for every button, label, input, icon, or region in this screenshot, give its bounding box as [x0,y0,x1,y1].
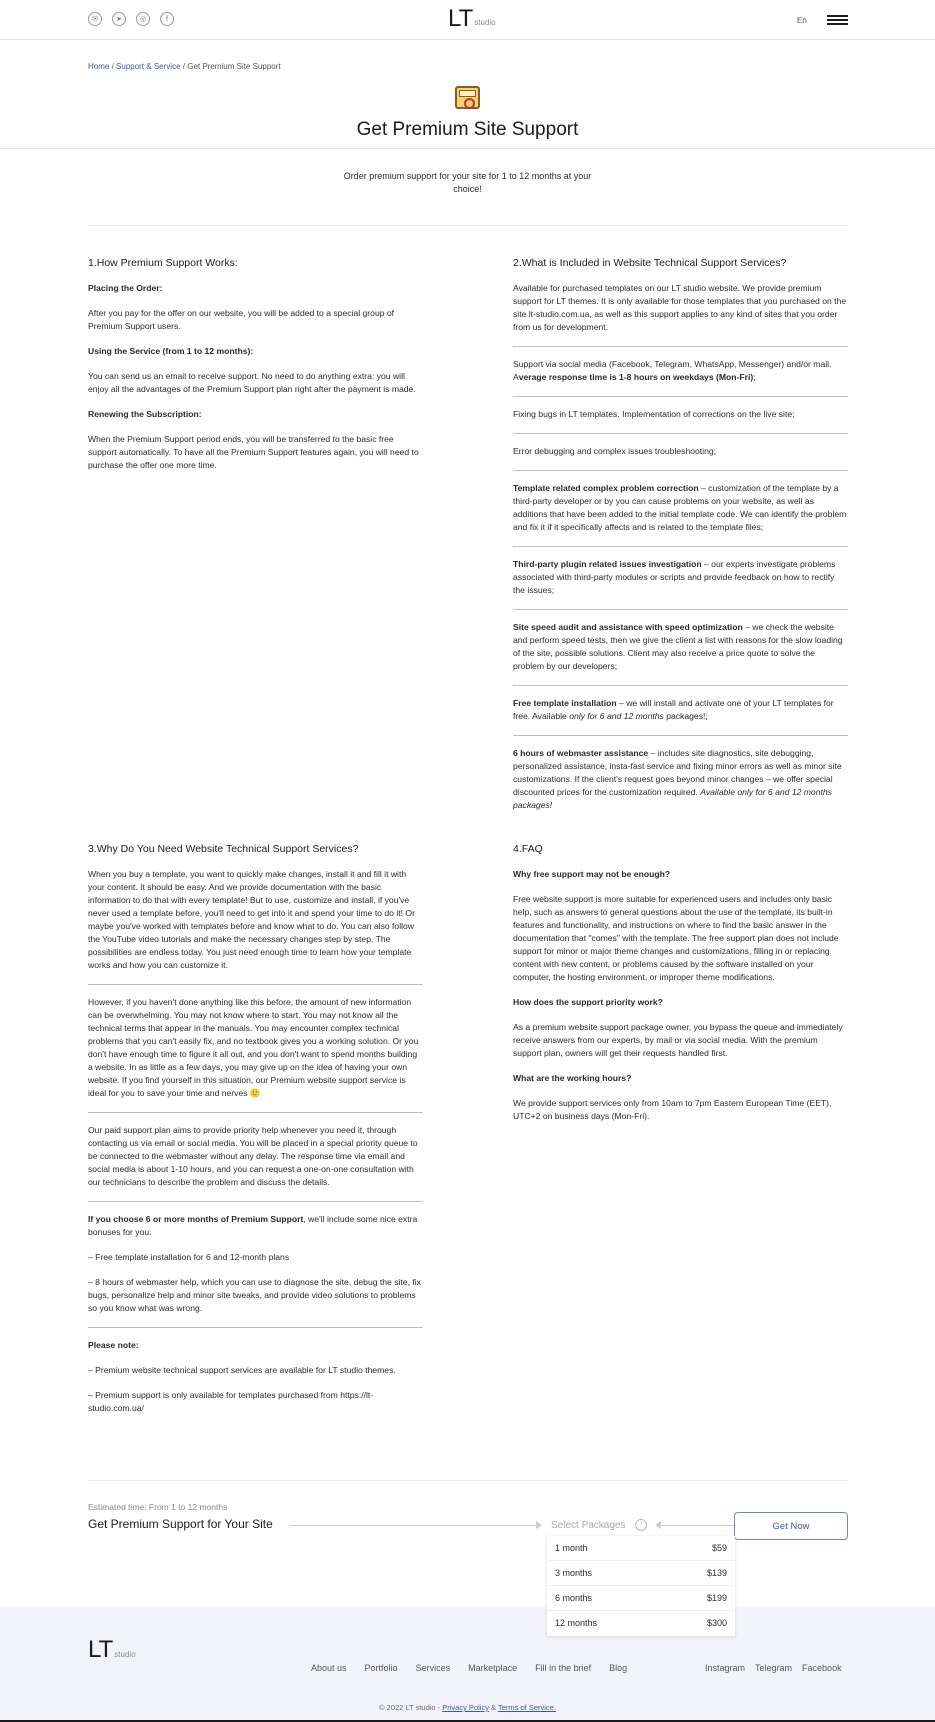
footer-link-telegram[interactable]: Telegram [755,1663,793,1673]
logo-sub: studio [474,18,496,27]
subheading: Using the Service (from 1 to 12 months): [88,346,254,356]
package-price: $59 [711,1542,727,1553]
item-text: , we'll include some nice extra bonuses for you: [88,1214,418,1237]
privacy-policy-link[interactable]: Privacy Policy [442,1703,489,1712]
paragraph: You can send us an email to receive support. No need to do anything extra: you will enjoy all the advantages of the Premium Support plan right after the payment is made. [88,371,416,394]
section-title: 2.What is Included in Website Technical Support Services? [513,257,787,269]
footer-link-blog[interactable]: Blog [609,1663,628,1673]
item-bold: verage response time is 1-8 hours on weekdays (Mon-Fri) [518,372,754,382]
list-item [513,735,848,812]
copyright-text: © 2022 LT studio - [379,1703,443,1712]
section-title: 1.How Premium Support Works: [88,257,238,269]
subheading: Renewing the Subscription: [88,409,202,419]
section-how-it-works [88,256,423,484]
breadcrumb [88,60,281,73]
item-text: Support via social media (Facebook, Telegram, WhatsApp, Messenger) and/or mail. A [513,359,832,382]
item-text: – we will install and activate one of your LT templates for free. Available [513,698,834,721]
arrow-right-icon [536,1521,542,1529]
logo-main: LT [88,1636,113,1663]
copyright [0,1701,935,1714]
faq-answer: We provide support services only from 10am to 7pm Eastern European Time (EET), UTC+2 on business days (Mon-Fri). [513,1098,832,1121]
breadcrumb-separator: / [182,62,185,71]
header-social-links [88,12,174,26]
list-item [513,396,848,421]
package-period: 1 month [555,1542,588,1553]
subheading: Placing the Order: [88,283,163,293]
packages-list [547,1536,735,1636]
get-now-button[interactable]: Get Now [734,1512,848,1540]
paragraph: Available for purchased templates on our LT studio website. We provide premium support for LT themes. It is only available for those templates that you purchased on the site lt-studio.com.ua, as well as this support applies to any kind of sites that you order from us for development. [513,283,847,332]
package-option[interactable] [547,1536,735,1561]
footer-link-portfolio[interactable]: Portfolio [364,1663,398,1673]
arrow-up-circle-icon[interactable]: ↑ [635,1519,647,1531]
language-switcher[interactable]: En [797,16,807,25]
faq-question: How does the support priority work? [513,997,663,1007]
footer-link-instagram[interactable]: Instagram [705,1663,746,1673]
item-text: – we check the website and perform speed tests, then we give the client a list with reasons for the slow loading of the site, possible solutions. Client may also receive a price quote to solve the problem by our developers; [513,622,843,671]
section-faq [513,842,848,1135]
footer-logo[interactable] [88,1637,136,1663]
packages-title: Get Premium Support for Your Site [88,1517,273,1531]
select-packages-dropdown[interactable]: Select Packages [551,1520,626,1531]
paragraph: – 8 hours of webmaster help, which you can use to diagnose the site, debug the site, fix bugs, personalize help and minor site tweaks, and provide video solutions to problems so you know what was wrong. [88,1277,421,1313]
faq-answer: Free website support is more suitable for experienced users and includes only basic help, such as answers to general questions about the use of the template, its built-in features and functionality, and instructions on where to find the basic answer in the documentation that "comes" with the template. The free support plan does not include support for minor or major theme changes and customizations, filling in or replacing content with new content, or problems caused by the software installed on your computer, the hosting environment, or improper theme modifications. [513,894,839,982]
telegram-icon[interactable]: ➤ [112,12,126,26]
divider [88,225,848,226]
paragraph: Our paid support plan aims to provide priority help whenever you need it, through contacting us via email or social media. You will be placed in a special priority queue to be connected to the webmaster without any delay. The response time via email and social media is about 1-10 hours, and you can request a one-on-one consultation with our technicians to describe the problem and discuss the details. [88,1125,418,1187]
package-period: 6 months [555,1592,593,1603]
paragraph: After you pay for the offer on our website, you will be added to a special group of Premium Support users. [88,308,395,331]
item-bold: Site speed audit and assistance with speed optimization [513,622,743,632]
breadcrumb-support-service[interactable]: Support & Service [116,62,181,71]
faq-question: What are the working hours? [513,1073,632,1083]
breadcrumb-current: Get Premium Site Support [187,62,281,71]
list-item [513,609,848,673]
footer-link-services[interactable]: Services [415,1663,451,1673]
page-lead: Order premium support for your site for 1 to 12 months at your choice! [343,171,592,194]
logo-sub: studio [114,1650,136,1659]
section-why-need [88,842,423,1427]
footer-nav [311,1662,627,1675]
item-text: packages!; [663,711,708,721]
paragraph: – Premium website technical support services are available for LT studio themes. [88,1365,396,1375]
divider [88,1480,848,1481]
item-bold: 6 hours of webmaster assistance [513,748,649,758]
site-logo[interactable] [448,6,496,32]
site-header [0,0,935,40]
connector-line [290,1525,540,1526]
facebook-icon[interactable]: f [160,12,174,26]
item-bold: If you choose 6 or more months of Premium Support [88,1214,304,1224]
item-text: Fixing bugs in LT templates. Implementation of corrections on the live site; [513,409,795,419]
list-item [513,470,848,534]
list-item [513,433,848,458]
paragraph: When the Premium Support period ends, you will be transferred to the basic free support automatically. To have all the Premium Support features again, you will need to purchase the offer one more time. [88,434,419,470]
item-em: Available only for 6 and 12 months packages! [513,787,832,810]
list-item [88,1327,423,1415]
item-em: only for 6 and 12 months [569,711,664,721]
faq-answer: As a premium website support package owner, you bypass the queue and immediately receive answers from our experts, by mail or via social media. With the premium support plan, owners will get their requests handled first. [513,1022,843,1058]
list-item [88,1112,423,1189]
item-text: Error debugging and complex issues troubleshooting; [513,446,717,456]
logo-main: LT [448,5,473,32]
package-period: 3 months [555,1567,593,1578]
footer-social [705,1662,842,1675]
footer-link-about[interactable]: About us [311,1663,347,1673]
package-option[interactable] [547,1611,735,1636]
footer-link-facebook[interactable]: Facebook [802,1663,842,1673]
breadcrumb-home[interactable]: Home [88,62,110,71]
paragraph: However, if you haven't done anything like this before, the amount of new information can be overwhelming. You may not know where to start. You may not know all the technical terms that appear in the manuals. You may encounter complex technical problems that you can't easily fix, and no textbook gives you a working solution. Or you don't have enough time to figure it all out, and you don't want to spend months building a website. In as little as a few days, you may give up on the idea of having your own website. If you find yourself in this situation, our Premium website support service is ideal for you to save your time and nerves 🙂 [88,997,419,1098]
instagram-icon[interactable]: ◎ [136,12,150,26]
terms-of-service-link[interactable]: Terms of Service. [498,1703,556,1712]
item-bold: Free template installation [513,698,617,708]
package-price: $139 [706,1567,727,1578]
footer-link-brief[interactable]: Fill in the brief [535,1663,592,1673]
connector-line [660,1525,734,1526]
list-item [513,685,848,723]
list-item [88,984,423,1100]
menu-hamburger-icon[interactable] [827,15,848,25]
package-price: $199 [706,1592,727,1603]
package-option[interactable] [547,1561,735,1586]
section-title: 4.FAQ [513,843,543,855]
item-text: ; [753,372,756,382]
paragraph: – Free template installation for 6 and 12-month plans [88,1252,290,1262]
list-item [88,1201,423,1315]
premium-support-icon [455,86,480,109]
footer-link-marketplace[interactable]: Marketplace [468,1663,518,1673]
item-text: – our experts investigate problems associated with third-party modules or scripts and provide feedback on how to rectify the issues; [513,559,836,595]
mail-icon[interactable]: ✉ [88,12,102,26]
item-bold: Template related complex problem correction [513,483,699,493]
item-text: – customization of the template by a third-party developer or by you can cause problems on your website, as well as additions that have been added to the initial template code. We can identify the problem and fix it if it specifically affects and is related to the template files; [513,483,847,532]
section-title: 3.Why Do You Need Website Technical Support Services? [88,843,359,855]
package-period: 12 months [555,1618,598,1628]
note-title: Please note: [88,1340,139,1350]
paragraph: – Premium support is only available for templates purchased from https://lt-studio.com.ua/ [88,1390,374,1413]
faq-question: Why free support may not be enough? [513,869,671,879]
paragraph: When you buy a template, you want to quickly make changes, install it and fill it with your content. It should be easy. And we provide documentation with the basic information to do that with every template! But to use, customize and install, if you've never used a template before, you'll need to get into it and spend your time to do it! Or maybe you've worked with templates before and know what to do. You can also follow the YouTube video tutorials and make the necessary changes step by step. The possibilities are endless today. You just need enough time to learn how your template works and how you can customize it. [88,869,415,970]
list-item [513,546,848,597]
page-title: Get Premium Site Support [356,119,579,140]
breadcrumb-separator: / [111,62,114,71]
item-bold: Third-party plugin related issues investigation [513,559,702,569]
section-whats-included [513,256,848,824]
site-footer [0,1607,935,1722]
estimated-time: Estimated time: From 1 to 12 months [88,1502,228,1512]
package-price: $300 [706,1618,727,1628]
list-item [513,346,848,384]
item-text: – includes site diagnostics, site debugging, personalized assistance, insta-fast service and fixing minor errors as well as minor site customizations. If the client's request goes beyond minor changes – we offer special discounted prices for the customization required. [513,748,842,797]
copyright-text: & [488,1703,498,1712]
divider [0,148,935,149]
package-option[interactable] [547,1586,735,1611]
